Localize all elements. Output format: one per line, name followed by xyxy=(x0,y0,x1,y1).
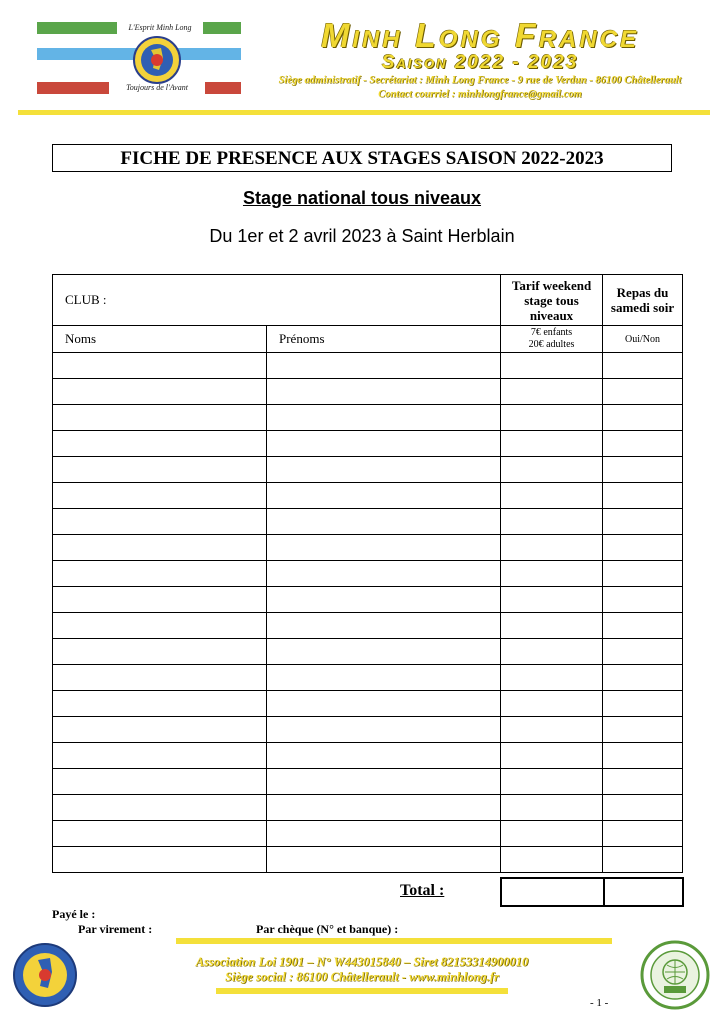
nom-cell[interactable] xyxy=(53,379,267,405)
repas-cell[interactable] xyxy=(603,847,683,873)
prenoms-label: Prénoms xyxy=(279,331,325,346)
repas-cell[interactable] xyxy=(603,769,683,795)
nom-cell[interactable] xyxy=(53,639,267,665)
repas-cell[interactable] xyxy=(603,379,683,405)
table-row xyxy=(53,431,683,457)
page-title: FICHE DE PRESENCE AUX STAGES SAISON 2022-2023 xyxy=(52,144,672,172)
prenom-cell[interactable] xyxy=(267,535,501,561)
total-box[interactable] xyxy=(500,877,684,907)
tarif-cell[interactable] xyxy=(501,457,603,483)
prenom-cell[interactable] xyxy=(267,665,501,691)
tarif-cell[interactable] xyxy=(501,795,603,821)
header-logo-stripes xyxy=(37,22,241,96)
paid-on-label: Payé le : xyxy=(52,907,96,921)
table-row xyxy=(53,509,683,535)
prenom-cell[interactable] xyxy=(267,379,501,405)
footer-bar-bottom xyxy=(216,988,508,994)
footer-siege: Siège social : 86100 Châtellerault - www.minhlong.fr xyxy=(225,970,499,984)
prenom-cell[interactable] xyxy=(267,561,501,587)
prenom-cell[interactable] xyxy=(267,613,501,639)
nom-cell[interactable] xyxy=(53,561,267,587)
nom-cell[interactable] xyxy=(53,457,267,483)
nom-cell[interactable] xyxy=(53,613,267,639)
tarif-cell[interactable] xyxy=(501,353,603,379)
table-row xyxy=(53,457,683,483)
nom-cell[interactable] xyxy=(53,691,267,717)
tarif-cell[interactable] xyxy=(501,821,603,847)
nom-cell[interactable] xyxy=(53,821,267,847)
repas-cell[interactable] xyxy=(603,743,683,769)
repas-cell[interactable] xyxy=(603,795,683,821)
tarif-cell[interactable] xyxy=(501,665,603,691)
tarif-cell[interactable] xyxy=(501,769,603,795)
logo-bottom-text: Toujours de l'Avant xyxy=(109,82,205,94)
repas-cell[interactable] xyxy=(603,535,683,561)
table-row xyxy=(53,847,683,873)
table-row xyxy=(53,769,683,795)
brand-contact: Contact courriel : minhlongfrance@gmail.com xyxy=(378,89,582,100)
table-row xyxy=(53,743,683,769)
nom-cell[interactable] xyxy=(53,353,267,379)
prenom-cell[interactable] xyxy=(267,847,501,873)
table-row xyxy=(53,795,683,821)
brand-block xyxy=(250,18,710,101)
repas-cell[interactable] xyxy=(603,613,683,639)
prenoms-header xyxy=(267,326,501,353)
repas-cell[interactable] xyxy=(603,431,683,457)
tarif-cell[interactable] xyxy=(501,639,603,665)
table-row xyxy=(53,353,683,379)
transfer-label: Par virement : xyxy=(78,922,153,936)
logo-top-text: L'Esprit Minh Long xyxy=(117,22,203,34)
tarif-cell[interactable] xyxy=(501,691,603,717)
table-row xyxy=(53,665,683,691)
noms-header xyxy=(53,326,267,353)
page-number: - 1 - xyxy=(590,997,609,1009)
table-row xyxy=(53,587,683,613)
repas-cell[interactable] xyxy=(603,405,683,431)
repas-cell[interactable] xyxy=(603,717,683,743)
repas-cell[interactable] xyxy=(603,353,683,379)
prenom-cell[interactable] xyxy=(267,353,501,379)
total-divider xyxy=(603,879,605,905)
repas-cell[interactable] xyxy=(603,665,683,691)
wfvv-seal-icon xyxy=(640,940,710,1010)
repas-header: Repas du samedi soir xyxy=(603,275,683,326)
table-row xyxy=(53,483,683,509)
tarif-cell[interactable] xyxy=(501,483,603,509)
prenom-cell[interactable] xyxy=(267,587,501,613)
stage-subtitle: Stage national tous niveaux xyxy=(242,188,482,208)
tarif-prices xyxy=(501,326,603,353)
tarif-cell[interactable] xyxy=(501,405,603,431)
repas-cell[interactable] xyxy=(603,587,683,613)
footer-association: Association Loi 1901 – N° W443015840 – Siret 82153314900010 xyxy=(195,955,529,969)
prenom-cell[interactable] xyxy=(267,405,501,431)
prenom-cell[interactable] xyxy=(267,769,501,795)
table-row xyxy=(53,691,683,717)
nom-cell[interactable] xyxy=(53,769,267,795)
prenom-cell[interactable] xyxy=(267,431,501,457)
vo-co-truyen-seal-icon xyxy=(12,942,78,1008)
nom-cell[interactable] xyxy=(53,717,267,743)
cheque-label: Par chèque (N° et banque) : xyxy=(256,922,399,936)
table-row xyxy=(53,613,683,639)
brand-address: Siège administratif - Secrétariat : Minh Long France - 9 rue de Verdun - 86100 Châtellerault xyxy=(278,75,682,86)
tarif-cell[interactable] xyxy=(501,535,603,561)
club-field[interactable] xyxy=(53,275,501,326)
club-emblem-icon xyxy=(133,36,181,84)
repas-cell[interactable] xyxy=(603,561,683,587)
total-label: Total : xyxy=(400,882,445,899)
prenom-cell[interactable] xyxy=(267,743,501,769)
prenom-cell[interactable] xyxy=(267,509,501,535)
tarif-cell[interactable] xyxy=(501,561,603,587)
tarif-header: Tarif weekend stage tous niveaux xyxy=(501,275,603,326)
prenom-cell[interactable] xyxy=(267,821,501,847)
header xyxy=(18,12,710,113)
noms-label: Noms xyxy=(65,331,97,346)
repas-cell[interactable] xyxy=(603,691,683,717)
repas-cell[interactable] xyxy=(603,509,683,535)
repas-cell[interactable] xyxy=(603,821,683,847)
tarif-cell[interactable] xyxy=(501,847,603,873)
table-header-row xyxy=(53,275,683,326)
footer-bar-top xyxy=(176,938,612,944)
price-adults: 20€ adultes xyxy=(528,339,575,350)
prenom-cell[interactable] xyxy=(267,483,501,509)
tarif-cell[interactable] xyxy=(501,431,603,457)
table-subheader-row xyxy=(53,326,683,353)
repas-cell[interactable] xyxy=(603,639,683,665)
nom-cell[interactable] xyxy=(53,847,267,873)
nom-cell[interactable] xyxy=(53,665,267,691)
nom-cell[interactable] xyxy=(53,431,267,457)
prenom-cell[interactable] xyxy=(267,795,501,821)
header-underline xyxy=(18,110,710,115)
brand-title: Minh Long France xyxy=(320,17,640,55)
tarif-cell[interactable] xyxy=(501,379,603,405)
table-row xyxy=(53,639,683,665)
attendance-table xyxy=(52,274,683,873)
oui-non-header: Oui/Non xyxy=(603,326,683,353)
stage-dates: Du 1er et 2 avril 2023 à Saint Herblain xyxy=(209,226,515,246)
tarif-cell[interactable] xyxy=(501,613,603,639)
table-row xyxy=(53,821,683,847)
repas-cell[interactable] xyxy=(603,457,683,483)
tarif-cell[interactable] xyxy=(501,717,603,743)
club-label: CLUB : xyxy=(65,292,107,307)
nom-cell[interactable] xyxy=(53,743,267,769)
nom-cell[interactable] xyxy=(53,483,267,509)
nom-cell[interactable] xyxy=(53,795,267,821)
table-row xyxy=(53,379,683,405)
tarif-cell[interactable] xyxy=(501,587,603,613)
nom-cell[interactable] xyxy=(53,587,267,613)
tarif-cell[interactable] xyxy=(501,743,603,769)
table-row xyxy=(53,561,683,587)
table-row xyxy=(53,717,683,743)
tarif-cell[interactable] xyxy=(501,509,603,535)
table-row xyxy=(53,405,683,431)
nom-cell[interactable] xyxy=(53,509,267,535)
prenom-cell[interactable] xyxy=(267,717,501,743)
prenom-cell[interactable] xyxy=(267,639,501,665)
brand-season: Saison 2022 - 2023 xyxy=(381,52,579,73)
prenom-cell[interactable] xyxy=(267,691,501,717)
repas-cell[interactable] xyxy=(603,483,683,509)
prenom-cell[interactable] xyxy=(267,457,501,483)
price-children: 7€ enfants xyxy=(530,327,573,338)
table-row xyxy=(53,535,683,561)
nom-cell[interactable] xyxy=(53,405,267,431)
nom-cell[interactable] xyxy=(53,535,267,561)
